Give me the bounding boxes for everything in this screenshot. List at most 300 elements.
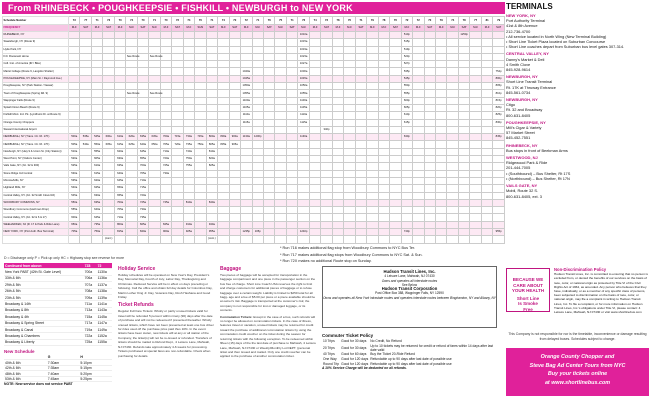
time-cell: [252, 75, 263, 82]
time-cell: [286, 141, 297, 148]
time-cell: [413, 126, 424, 133]
frequency-cell: M-F: [332, 25, 343, 32]
time-cell: [263, 207, 274, 214]
time-cell: [413, 61, 424, 68]
time-cell: [263, 163, 274, 170]
continued-cell: 1147a: [97, 320, 112, 326]
time-cell: [470, 214, 481, 221]
time-cell: [149, 83, 160, 90]
time-cell: [286, 83, 297, 90]
time-cell: [424, 207, 435, 214]
time-cell: [218, 97, 229, 104]
ns-cell: 48th & 6th: [4, 371, 47, 377]
time-cell: [114, 75, 125, 82]
time-cell: [378, 156, 389, 163]
time-cell: [470, 199, 481, 206]
time-cell: [413, 207, 424, 214]
hudson-sep: See Below: [401, 282, 418, 287]
time-cell: [332, 68, 343, 75]
time-cell: 720a: [172, 141, 183, 148]
time-cell: [172, 90, 183, 97]
time-cell: [275, 163, 286, 170]
terminal-section: [506, 51, 649, 72]
continued-cell: New York PABT (42th St. Gate Level): [4, 269, 84, 275]
time-cell: [344, 126, 355, 133]
table-row: [3, 46, 505, 53]
time-cell: [458, 236, 469, 243]
frequency-cell: M-F: [413, 25, 424, 32]
time-cell: [309, 75, 320, 82]
time-cell: [436, 214, 447, 221]
time-cell: [390, 75, 401, 82]
frequency-cell: M-F: [241, 25, 252, 32]
time-cell: [470, 68, 481, 75]
time-cell: [481, 97, 492, 104]
time-cell: 715a: [137, 185, 148, 192]
frequency-cell: SAT: [103, 25, 114, 32]
time-cell: [298, 170, 309, 177]
terminal-nyc: [506, 13, 649, 49]
schedule-number: 76: [298, 17, 309, 25]
holiday-title: Holiday Service: [118, 266, 156, 272]
time-cell: [321, 68, 332, 75]
table-row: [3, 119, 505, 126]
time-cell: [447, 53, 458, 60]
time-cell: [424, 32, 435, 39]
time-cell: [378, 90, 389, 97]
time-cell: 545p: [401, 75, 412, 82]
time-cell: [436, 141, 447, 148]
time-cell: [218, 61, 229, 68]
time-cell: 635a: [91, 199, 102, 206]
time-cell: [172, 53, 183, 60]
time-cell: [149, 97, 160, 104]
time-cell: [69, 97, 80, 104]
continued-cell: 33th & 6th: [4, 275, 84, 281]
time-cell: [321, 199, 332, 206]
time-cell: [252, 39, 263, 46]
frequency-cell: SAT: [355, 25, 366, 32]
continued-schedule: [4, 263, 112, 386]
continued-cell: 1145a: [97, 314, 112, 320]
promo-box[interactable]: [506, 348, 649, 396]
time-cell: [286, 134, 297, 141]
time-cell: [275, 236, 286, 243]
time-cell: [321, 104, 332, 111]
time-cell: 550a: [91, 141, 102, 148]
time-cell: [470, 83, 481, 90]
continued-cell: 1130a: [97, 269, 112, 275]
station-name: West Point, NY (Visitors Center): [3, 156, 69, 163]
time-cell: [263, 185, 274, 192]
time-cell: 1055a: [241, 90, 252, 97]
time-cell: [160, 119, 171, 126]
time-cell: [218, 53, 229, 60]
time-cell: [103, 104, 114, 111]
time-cell: [458, 148, 469, 155]
time-cell: [286, 214, 297, 221]
time-cell: [493, 61, 505, 68]
continued-cell: 1152a: [97, 333, 112, 339]
time-cell: [470, 156, 481, 163]
schedule-number: 74: [218, 17, 229, 25]
time-cell: [195, 177, 206, 184]
time-cell: [321, 163, 332, 170]
time-cell: [126, 97, 137, 104]
time-cell: [447, 141, 458, 148]
time-cell: [69, 126, 80, 133]
station-name: NEWBURGH, NY (Trans. Ctr. Rt. 17K): [3, 134, 69, 141]
time-cell: 650a: [114, 185, 125, 192]
time-cell: [195, 39, 206, 46]
time-cell: [206, 68, 217, 75]
time-cell: [309, 83, 320, 90]
time-cell: [378, 83, 389, 90]
frequency-cell: SAT: [286, 25, 297, 32]
time-cell: [355, 170, 366, 177]
time-cell: [252, 148, 263, 155]
time-cell: [470, 177, 481, 184]
time-cell: [80, 199, 91, 206]
time-cell: [229, 90, 240, 97]
time-cell: [195, 112, 206, 119]
station-name: NEW YORK, NY (Port Auth. Bus Terminal): [3, 229, 69, 236]
time-cell: [413, 39, 424, 46]
time-cell: [126, 32, 137, 39]
time-cell: [286, 170, 297, 177]
time-cell: [103, 83, 114, 90]
time-cell: [80, 192, 91, 199]
time-cell: [424, 221, 435, 228]
time-cell: [218, 119, 229, 126]
time-cell: [137, 104, 148, 111]
schedule-number: 74: [447, 17, 458, 25]
time-cell: [229, 39, 240, 46]
time-cell: [195, 163, 206, 170]
time-cell: [126, 46, 137, 53]
time-cell: See Route: [149, 90, 160, 97]
time-cell: [493, 236, 505, 243]
time-cell: 840a: [137, 229, 148, 236]
badge-line: Short Line: [516, 295, 540, 301]
time-cell: [80, 104, 91, 111]
time-cell: [218, 236, 229, 243]
station-name: Fishkill Mont. Ind. Pk. (Lyndhurst Dr. at Route 9): [3, 112, 69, 119]
time-cell: [481, 32, 492, 39]
time-cell: [332, 112, 343, 119]
time-cell: [321, 170, 332, 177]
time-cell: [103, 170, 114, 177]
hudson-line3: Owns and operates all New York intrastate routes and operates interstate routes between Binghamton, NY and Albany, NY: [323, 295, 496, 300]
time-cell: [69, 53, 80, 60]
time-cell: [286, 221, 297, 228]
time-cell: [458, 141, 469, 148]
terminal-caption: CENTRAL VALLEY, NY: [506, 51, 549, 57]
time-cell: [458, 229, 469, 236]
time-cell: [103, 229, 114, 236]
time-cell: [413, 90, 424, 97]
time-cell: 1130a: [241, 134, 252, 141]
time-cell: 625a: [126, 141, 137, 148]
time-cell: [252, 163, 263, 170]
schedule-number: 70: [195, 17, 206, 25]
time-cell: [218, 192, 229, 199]
time-cell: 500a: [69, 134, 80, 141]
time-cell: 840a: [206, 199, 217, 206]
baggage-section: [220, 266, 317, 359]
time-cell: [355, 141, 366, 148]
time-cell: [344, 97, 355, 104]
time-cell: [344, 199, 355, 206]
time-cell: [436, 229, 447, 236]
time-cell: [355, 148, 366, 155]
note: * Run 72X makes no additional Route stop on Sunday.: [280, 259, 372, 263]
time-cell: [252, 199, 263, 206]
time-cell: [80, 148, 91, 155]
time-cell: 1110a: [241, 112, 252, 119]
terminal-line: • (Northbound) – Bus Shelter, Rt 17N: [506, 175, 570, 181]
time-cell: [332, 53, 343, 60]
frequency-cell: M-F: [309, 25, 320, 32]
time-cell: [401, 207, 412, 214]
schedule-number: 74: [183, 17, 194, 25]
time-cell: [390, 97, 401, 104]
policy-cell: Refundable up to 90 days after last date of possible use: [370, 361, 452, 366]
time-cell: [458, 170, 469, 177]
time-cell: [481, 134, 492, 141]
time-cell: [424, 83, 435, 90]
time-cell: [103, 126, 114, 133]
time-cell: [241, 126, 252, 133]
time-cell: [275, 141, 286, 148]
time-cell: [355, 221, 366, 228]
time-cell: 525a: [69, 163, 80, 170]
time-cell: [367, 177, 378, 184]
time-cell: 955p: [493, 229, 505, 236]
time-cell: [447, 46, 458, 53]
time-cell: [229, 236, 240, 243]
time-cell: [378, 134, 389, 141]
schedule-number: 77: [80, 17, 91, 25]
time-cell: [172, 46, 183, 53]
time-cell: [275, 199, 286, 206]
time-cell: [80, 236, 91, 243]
time-cell: [218, 32, 229, 39]
time-cell: [206, 39, 217, 46]
time-cell: [183, 75, 194, 82]
time-cell: [252, 46, 263, 53]
time-cell: [298, 214, 309, 221]
time-cell: [252, 126, 263, 133]
time-cell: [114, 61, 125, 68]
time-cell: 540a: [80, 141, 91, 148]
time-cell: [424, 236, 435, 243]
time-cell: [378, 199, 389, 206]
time-cell: 1019a: [298, 46, 309, 53]
frequency-cell: SAT: [80, 25, 91, 32]
table-row: [3, 185, 505, 192]
terminal-line: 845-452-7551: [506, 135, 531, 141]
table-row: [3, 163, 505, 170]
time-cell: [149, 163, 160, 170]
time-cell: [263, 104, 274, 111]
time-cell: [263, 61, 274, 68]
table-row: [322, 344, 497, 352]
time-cell: [367, 46, 378, 53]
time-cell: [458, 192, 469, 199]
time-cell: [252, 156, 263, 163]
time-cell: [321, 156, 332, 163]
time-cell: [275, 53, 286, 60]
time-cell: 825a: [206, 163, 217, 170]
time-cell: [332, 148, 343, 155]
time-cell: [321, 97, 332, 104]
time-cell: [332, 46, 343, 53]
time-cell: [378, 148, 389, 155]
time-cell: [481, 207, 492, 214]
time-cell: 825a: [137, 221, 148, 228]
time-cell: [436, 156, 447, 163]
time-cell: [252, 192, 263, 199]
time-cell: [103, 119, 114, 126]
schedule-notes: [280, 245, 423, 265]
time-cell: 815a: [114, 229, 125, 236]
time-cell: [332, 134, 343, 141]
time-cell: [367, 39, 378, 46]
station-name: Staatsburgh, NY (Route 9): [3, 39, 69, 46]
time-cell: [218, 177, 229, 184]
time-cell: [344, 170, 355, 177]
table-row: [3, 134, 505, 141]
time-cell: [458, 134, 469, 141]
time-cell: 620a: [114, 148, 125, 155]
time-cell: [218, 199, 229, 206]
time-cell: [263, 229, 274, 236]
frequency-cell: SAT: [137, 25, 148, 32]
time-cell: [206, 97, 217, 104]
time-cell: [321, 148, 332, 155]
time-cell: 750a: [91, 229, 102, 236]
ndp-title: Non-Discrimination Policy: [554, 267, 607, 272]
time-cell: [172, 199, 183, 206]
table-row: [3, 199, 505, 206]
schedule-number: 70: [344, 17, 355, 25]
time-cell: [263, 148, 274, 155]
time-cell: 1100a: [298, 97, 309, 104]
time-cell: [447, 104, 458, 111]
time-cell: [481, 119, 492, 126]
terminal-line: Bus stops in front of Beekman Arms: [506, 147, 568, 153]
time-cell: [114, 83, 125, 90]
station-name: Monroe/Hills, NY: [3, 177, 69, 184]
time-cell: 650a: [69, 221, 80, 228]
time-cell: [401, 141, 412, 148]
time-cell: [458, 39, 469, 46]
continued-col: 7Z8: [84, 263, 97, 269]
time-cell: [275, 177, 286, 184]
time-cell: [252, 97, 263, 104]
time-cell: 800a: [206, 134, 217, 141]
time-cell: [183, 119, 194, 126]
time-cell: [252, 104, 263, 111]
time-cell: [424, 170, 435, 177]
time-cell: [401, 177, 412, 184]
time-cell: [69, 46, 80, 53]
station-name: WEEHAWKEN, NJ (R. 17 & Park & Ride Lane): [3, 221, 69, 228]
policy-cell: Up to 10 tickets may be returned for credit or refund of fares within 14 days after last date valid: [370, 343, 494, 352]
hudson-corp: Hudson Transit Corporation: [381, 286, 438, 292]
time-cell: [218, 163, 229, 170]
time-cell: 745a: [195, 134, 206, 141]
time-cell: [378, 119, 389, 126]
time-cell: 754p: [493, 68, 505, 75]
time-cell: [367, 53, 378, 60]
time-cell: [390, 170, 401, 177]
terminal-line: Danny's Market & Deli: [506, 56, 545, 62]
hudson-box: [322, 266, 497, 328]
time-cell: [275, 185, 286, 192]
time-cell: [367, 148, 378, 155]
time-cell: [355, 112, 366, 119]
time-cell: [286, 229, 297, 236]
time-cell: [470, 141, 481, 148]
continued-cell: 1155a: [97, 339, 112, 345]
schedule-number: 70: [229, 17, 240, 25]
time-cell: [206, 90, 217, 97]
time-cell: [80, 39, 91, 46]
time-cell: [218, 83, 229, 90]
time-cell: [309, 221, 320, 228]
continued-cell: 29th & 5th: [4, 282, 84, 288]
time-cell: 535a: [80, 134, 91, 141]
time-cell: [252, 68, 263, 75]
time-cell: [263, 221, 274, 228]
time-cell: [241, 214, 252, 221]
time-cell: [229, 119, 240, 126]
time-cell: [114, 53, 125, 60]
time-cell: [493, 32, 505, 39]
time-cell: [172, 170, 183, 177]
time-cell: [413, 68, 424, 75]
time-cell: [424, 214, 435, 221]
time-cell: [355, 68, 366, 75]
time-cell: [114, 68, 125, 75]
time-cell: [286, 39, 297, 46]
time-cell: [355, 207, 366, 214]
time-cell: 1027a: [298, 61, 309, 68]
time-cell: [275, 68, 286, 75]
time-cell: [206, 112, 217, 119]
time-cell: [481, 229, 492, 236]
badge-line: YOUR HEALTH: [511, 288, 545, 294]
table-row: [3, 75, 505, 82]
time-cell: 610a: [114, 134, 125, 141]
time-cell: [493, 221, 505, 228]
time-cell: [263, 75, 274, 82]
time-cell: [195, 126, 206, 133]
time-cell: [355, 126, 366, 133]
schedule-number: 81: [481, 17, 492, 25]
time-cell: [424, 112, 435, 119]
time-cell: 620a: [126, 134, 137, 141]
time-cell: [229, 221, 240, 228]
time-cell: [321, 46, 332, 53]
time-cell: [321, 90, 332, 97]
time-cell: [309, 134, 320, 141]
time-cell: [493, 185, 505, 192]
time-cell: [80, 53, 91, 60]
time-cell: [149, 68, 160, 75]
